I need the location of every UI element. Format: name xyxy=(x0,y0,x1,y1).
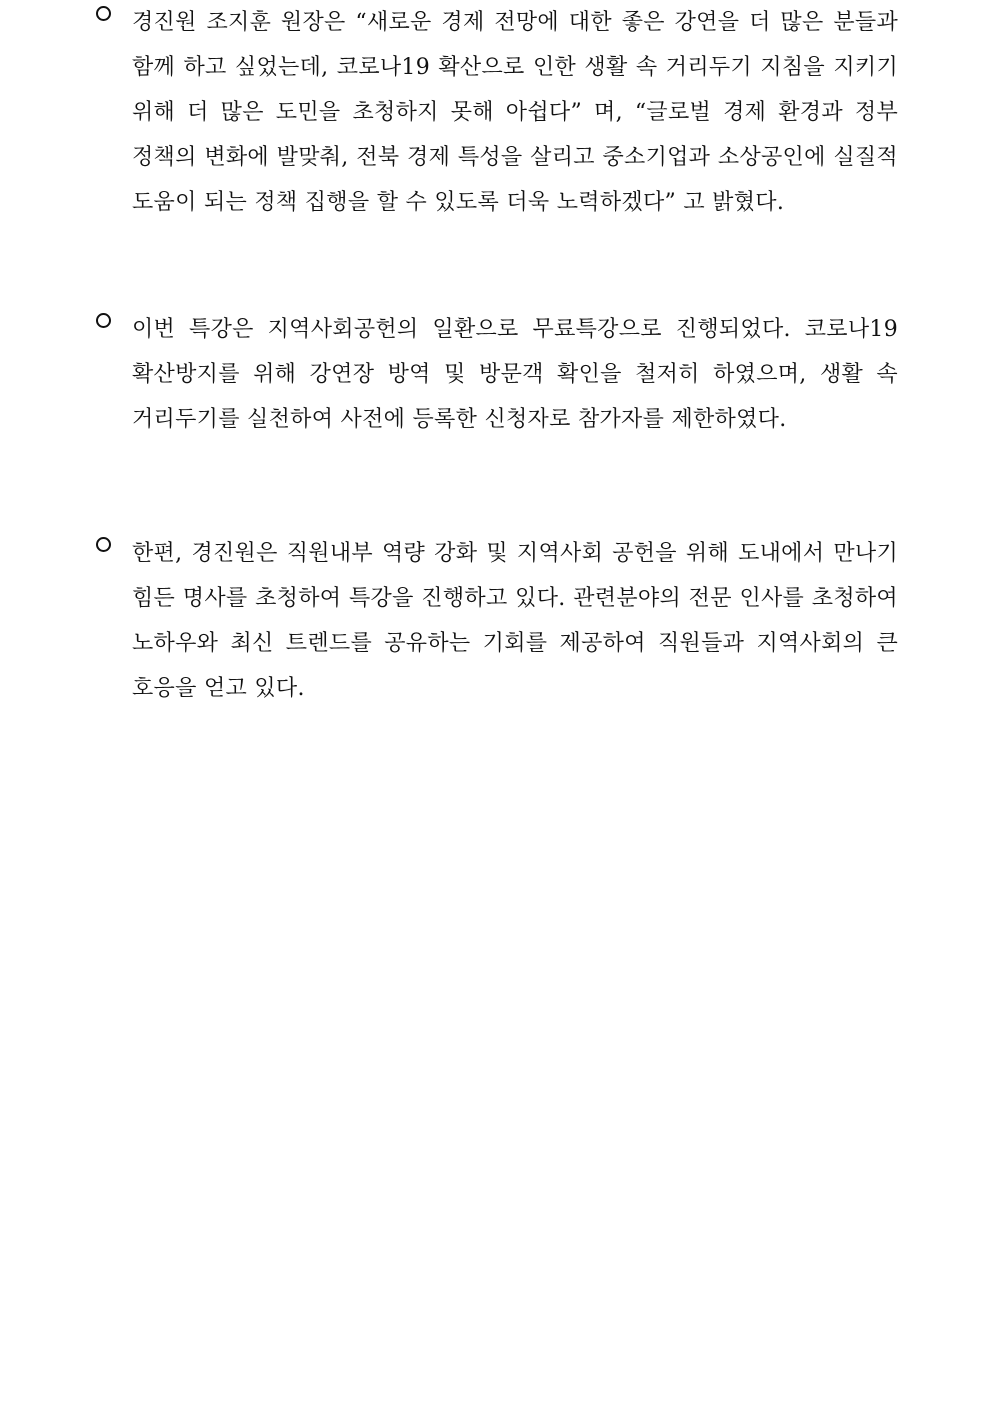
paragraph xyxy=(96,531,898,711)
paragraph xyxy=(96,0,898,225)
paragraph-text: 한편, 경진원은 직원내부 역량 강화 및 지역사회 공헌을 위해 도내에서 만나기 힘든 명사를 초청하여 특강을 진행하고 있다. 관련분야의 전문 인사를 초청하여 노하우와 최신 트렌드를 공유하는 기회를 제공하여 직원들과 지역사회의 큰 호응을 얻고 있다. xyxy=(132,541,898,701)
paragraph-text: 이번 특강은 지역사회공헌의 일환으로 무료특강으로 진행되었다. 코로나19 확산방지를 위해 강연장 방역 및 방문객 확인을 철저히 하였으며, 생활 속 거리두기를 실천하여 사전에 등록한 신청자로 참가자를 제한하였다. xyxy=(132,317,898,432)
paragraph xyxy=(96,307,898,442)
paragraph-text: 경진원 조지훈 원장은 “새로운 경제 전망에 대한 좋은 강연을 더 많은 분들과 함께 하고 싶었는데, 코로나19 확산으로 인한 생활 속 거리두기 지침을 지키기 위해 더 많은 도민을 초청하지 못해 아쉽다” 며, “글로벌 경제 환경과 정부 정책의 변화에 발맞춰, 전북 경제 특성을 살리고 중소기업과 소상공인에 실질적 도움이 되는 정책 집행을 할 수 있도록 더욱 노력하겠다” 고 밝혔다. xyxy=(132,10,898,215)
circle-bullet-icon xyxy=(96,313,111,328)
circle-bullet-icon xyxy=(96,537,111,552)
circle-bullet-icon xyxy=(96,6,111,21)
